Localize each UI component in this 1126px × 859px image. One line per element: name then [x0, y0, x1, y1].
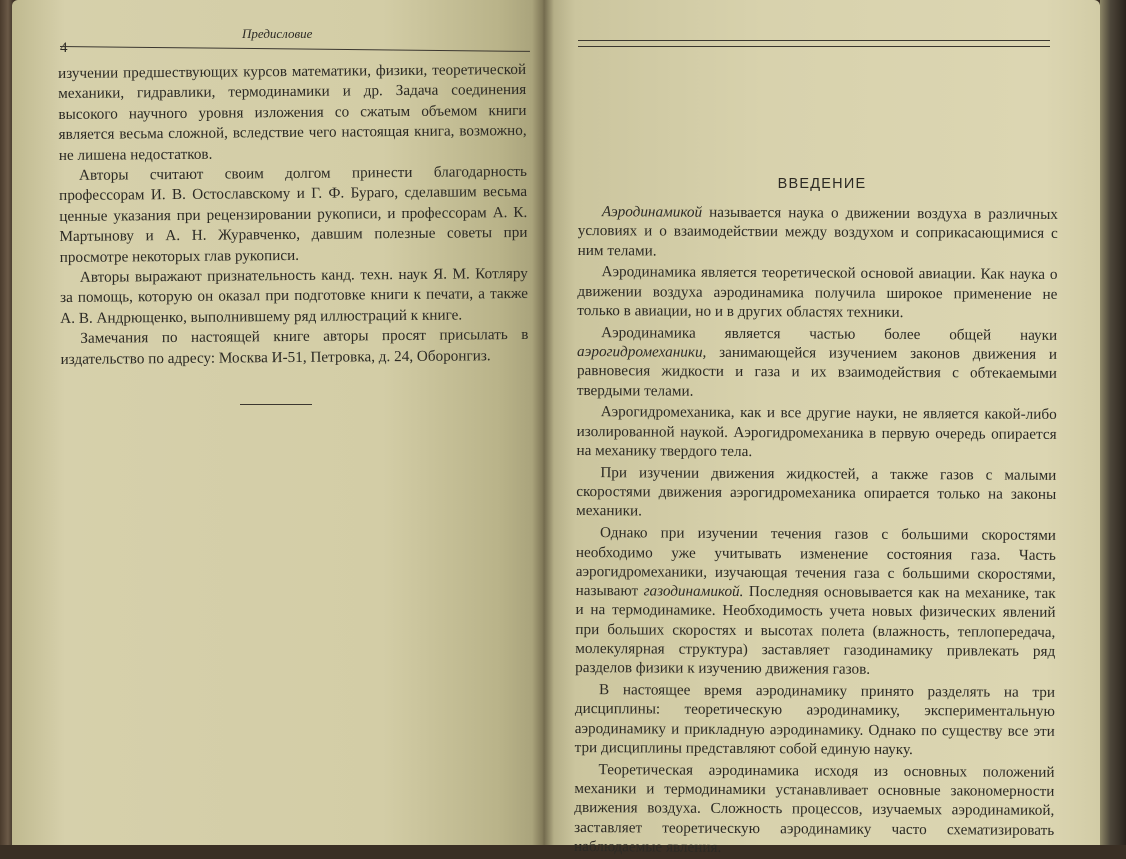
paragraph: Замечания по настоящей книге авторы просят присылать в издательство по адресу: Москва И-51, Петровка, д. 24, Оборонгиз. — [60, 326, 529, 368]
paragraph: Авторы считают своим долгом принести благодарность профессорам И. В. Остославскому и Г. Ф. Бураго, сделавшим весьма ценные указания при рецензировании рукописи, и профессорам А. К. Мартынову и А. Н. Журавченко, давшим полезные советы при просмотре некоторых глав рукописи. — [59, 162, 528, 266]
paragraph-text: Аэродинамика является частью более общей науки — [601, 323, 1058, 344]
paragraph: Аэродинамика является теоретической основой авиации. Как наука о движении воздуха аэродинамика получила широкое применение не только в авиации, но и в других областях техники. — [577, 263, 1058, 321]
header-rule-bottom — [578, 46, 1050, 47]
term: Аэродинамикой — [601, 203, 703, 221]
left-page-text — [58, 60, 529, 370]
book-gutter — [532, 0, 554, 845]
paragraph — [578, 202, 1058, 263]
paragraph-text: занимающейся изучением законов движения и равновесия жидкости и газа и их взаимодействия с обтекаемыми твердыми телами. — [576, 343, 1058, 400]
page-number: 4 — [60, 40, 68, 56]
running-head: Предисловие — [242, 26, 313, 41]
paragraph — [577, 323, 1057, 403]
paragraph: Авторы выражают признательность канд. техн. наук Я. М. Котляру за помощь, которую он оказал при подготовке книги к печати, а также А. В. Андрющенко, выполнившему ряд иллюстраций к книге. — [59, 264, 529, 327]
paragraph: Аэрогидромеханика, как и все другие науки, не является какой-либо изолированной наукой. Аэрогидромеханика в первую очередь опирается на механику твердого тела. — [576, 403, 1057, 461]
right-page-text — [574, 202, 1058, 859]
paragraph-text: называется наука о движении воздуха в различных условиях и о взаимодействии между воздухом и соприкасающимися с ним телами. — [577, 203, 1058, 260]
paragraph: изучении предшествующих курсов математики, физики, теоретической механики, гидравлики, термодинамики и др. Задача соединения высокого научного уровня изложения со сжатым объемом книги является весьма сложной, вследствие чего настоящая книга, возможно, не лишена недостатков. — [58, 60, 527, 164]
chapter-title: ВВЕДЕНИЕ — [777, 176, 867, 192]
paragraph: Теоретическая аэродинамика исходя из основных положений механики и термодинамики устанавливает основные закономерности движения воздуха. Сложность процессов, изучаемых аэродинамикой, заставляет теоретическую аэродинамику часто схематизировать наблюдаемые явления. — [574, 760, 1055, 856]
page-edge — [1100, 0, 1126, 845]
section-end-rule — [240, 404, 312, 405]
paragraph-text: Последняя основывается как на механике, так и на термодинамике. Необходимость учета новых физических явлений при больших скоростях и высотах полета (влажность, теплопередача, молекулярная структура) заставляет газодинамику привлекать ряд разделов физики к изучению движения газов. — [575, 583, 1056, 679]
paragraph-text: Однако при изучении течения газов с большими скоростями необходимо уже учитывать изменение состояния газа. Часть аэрогидромеханики, изучающая течения газа с большими скоростями, называют — [575, 524, 1057, 600]
term: аэрогидромеханики, — [577, 343, 707, 361]
header-rule-top — [578, 40, 1050, 41]
paragraph — [575, 523, 1056, 680]
left-page-header — [60, 24, 530, 56]
paragraph: В настоящее время аэродинамику принято разделять на три дисциплины: теоретическую аэродинамику, экспериментальную аэродинамику и прикладную аэродинамику. Однако по существу все эти три дисциплины представляют собой единую науку. — [574, 681, 1056, 759]
paragraph: При изучении движения жидкостей, а также газов с малыми скоростями движения аэрогидромеханика опирается только на законы механики. — [576, 464, 1057, 520]
term: газодинамикой. — [643, 582, 744, 601]
